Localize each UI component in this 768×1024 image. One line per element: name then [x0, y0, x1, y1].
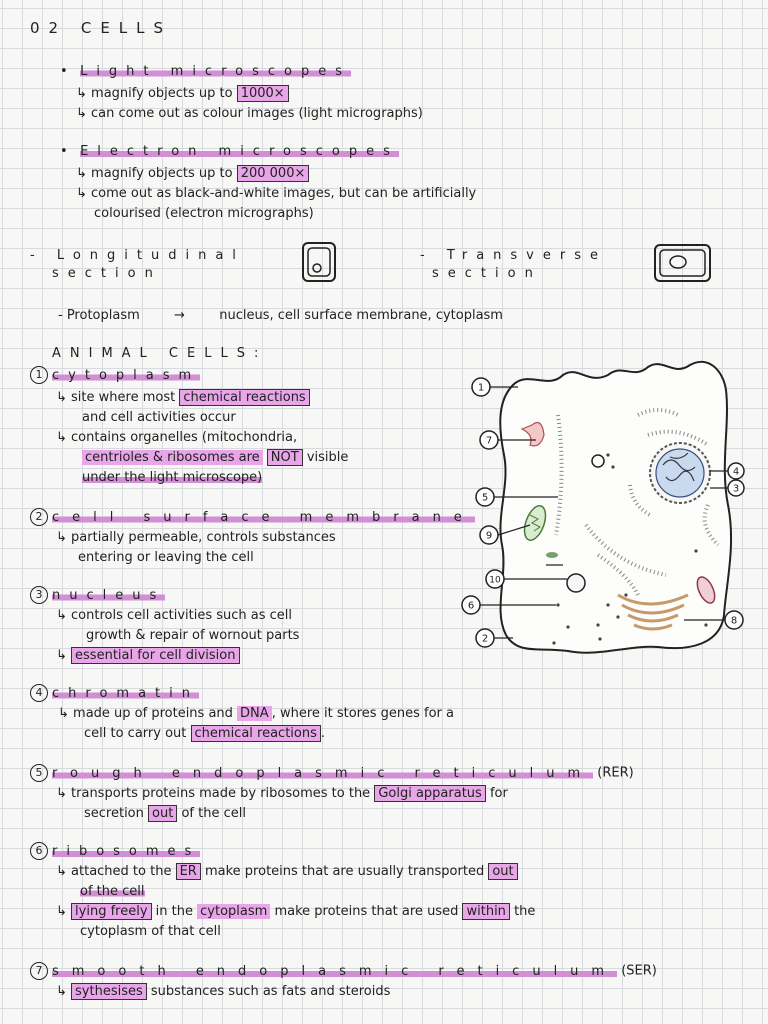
ser-heading-row: 7 smooth endoplasmic reticulum (SER): [30, 962, 657, 980]
diagram-label-6: [462, 596, 480, 614]
transverse-section-icon: [652, 242, 714, 284]
transverse-label-2: section: [432, 266, 542, 281]
ribosomes-line-1: ↳ attached to the ER make proteins that are usually transported out: [56, 864, 518, 880]
nucleus-shape: [650, 443, 710, 503]
cytoplasm-line-2: and cell activities occur: [82, 410, 236, 425]
cytoplasm-line-1: ↳ site where most chemical reactions: [56, 390, 310, 406]
longitudinal-section-icon: [300, 240, 340, 284]
light-magnification: 1000×: [237, 85, 289, 102]
animal-cells-heading: ANIMAL CELLS:: [52, 346, 268, 361]
nucleus-line-2: growth & repair of wornout parts: [86, 628, 300, 643]
ribosomes-line-2: of the cell: [80, 884, 145, 899]
membrane-heading-row: 2 cell surface membrane: [30, 508, 475, 526]
rer-line-1: ↳ transports proteins made by ribosomes to the Golgi apparatus for: [56, 786, 508, 801]
diagram-label-4: [728, 463, 744, 479]
longitudinal-label-2: section: [52, 266, 162, 281]
chromatin-heading: chromatin: [52, 685, 199, 701]
svg-text:5: 5: [481, 492, 489, 504]
diagram-label-7: [480, 431, 498, 449]
vesicle-shape: [567, 574, 585, 592]
nucleus-heading-row: 3 nucleus: [30, 586, 165, 604]
membrane-line-1: ↳ partially permeable, controls substances: [56, 530, 336, 545]
svg-text:7: 7: [485, 435, 493, 447]
electron-line-3: colourised (electron micrographs): [94, 206, 314, 221]
membrane-heading: cell surface membrane: [52, 509, 475, 525]
svg-text:10: 10: [489, 575, 501, 586]
diagram-label-8: [725, 611, 743, 629]
nucleus-line-3: ↳ essential for cell division: [56, 648, 240, 664]
svg-text:4: 4: [732, 466, 740, 478]
cytoplasm-heading: cytoplasm: [52, 367, 201, 383]
chromatin-line-1: ↳ made up of proteins and DNA , where it stores genes for a: [58, 706, 455, 721]
svg-text:8: 8: [730, 615, 738, 627]
electron-heading: Electron microscopes: [80, 144, 399, 159]
membrane-line-2: entering or leaving the cell: [78, 550, 254, 565]
diagram-label-2: [476, 629, 494, 647]
electron-magnification: 200 000×: [237, 165, 310, 182]
diagram-label-9: [480, 526, 498, 544]
electron-heading-row: • Electron microscopes: [60, 144, 399, 159]
chromatin-line-2: cell to carry out chemical reactions .: [84, 726, 326, 741]
nucleus-heading: nucleus: [52, 587, 166, 603]
page-title: 02 CELLS: [30, 19, 173, 37]
transverse-label: - Transverse: [420, 248, 607, 263]
arrow-icon: →: [174, 308, 185, 323]
svg-text:6: 6: [467, 600, 475, 612]
light-heading-row: • Light microscopes: [60, 64, 351, 79]
light-heading: Light microscopes: [80, 64, 351, 79]
ribosomes-line-4: cytoplasm of that cell: [80, 924, 221, 939]
nucleus-line-1: ↳ controls cell activities such as cell: [56, 608, 293, 623]
diagram-label-10: [486, 570, 504, 588]
rer-line-2: secretion out of the cell: [84, 806, 246, 821]
diagram-label-5: [476, 488, 494, 506]
protoplasm-row: [58, 308, 503, 324]
chromatin-heading-row: 4 chromatin: [30, 684, 199, 702]
rer-heading: rough endoplasmic reticulum: [52, 765, 594, 781]
ribosomes-heading-row: 6 ribosomes: [30, 842, 200, 860]
cytoplasm-line-3: ↳ contains organelles (mitochondria,: [56, 430, 298, 445]
longitudinal-label: - Longitudinal: [30, 248, 245, 263]
ribosomes-line-3: ↳ lying freely in the cytoplasm make proteins that are used within the: [56, 904, 536, 919]
ribosomes-heading: ribosomes: [52, 843, 201, 859]
light-line-2: ↳ can come out as colour images (light micrographs): [76, 106, 423, 121]
electron-line-1: ↳ magnify objects up to 200 000×: [76, 166, 309, 182]
ser-abbr: (SER): [621, 963, 657, 979]
svg-text:2: 2: [481, 633, 489, 645]
ser-line-1: ↳ sythesises substances such as fats and steroids: [56, 984, 391, 999]
svg-text:1: 1: [477, 382, 485, 394]
rer-abbr: (RER): [597, 765, 634, 781]
svg-text:9: 9: [485, 530, 493, 542]
animal-cell-diagram: [458, 355, 758, 665]
cytoplasm-line-5: under the light microscope): [82, 470, 263, 485]
cytoplasm-line-4: centrioles & ribosomes are NOT visible: [82, 450, 348, 466]
diagram-label-1: [472, 378, 490, 396]
protoplasm-components: nucleus, cell surface membrane, cytoplasm: [219, 308, 503, 323]
light-line-1: ↳ magnify objects up to 1000×: [76, 86, 289, 102]
cytoplasm-heading-row: 1 cytoplasm: [30, 366, 200, 384]
ser-heading: smooth endoplasmic reticulum: [52, 963, 618, 979]
svg-text:3: 3: [732, 483, 740, 495]
diagram-label-3: [728, 480, 744, 496]
protoplasm-label: - Protoplasm: [58, 308, 140, 323]
rer-heading-row: 5 rough endoplasmic reticulum (RER): [30, 764, 634, 782]
electron-line-2: ↳ come out as black-and-white images, but can be artificially: [76, 186, 477, 201]
